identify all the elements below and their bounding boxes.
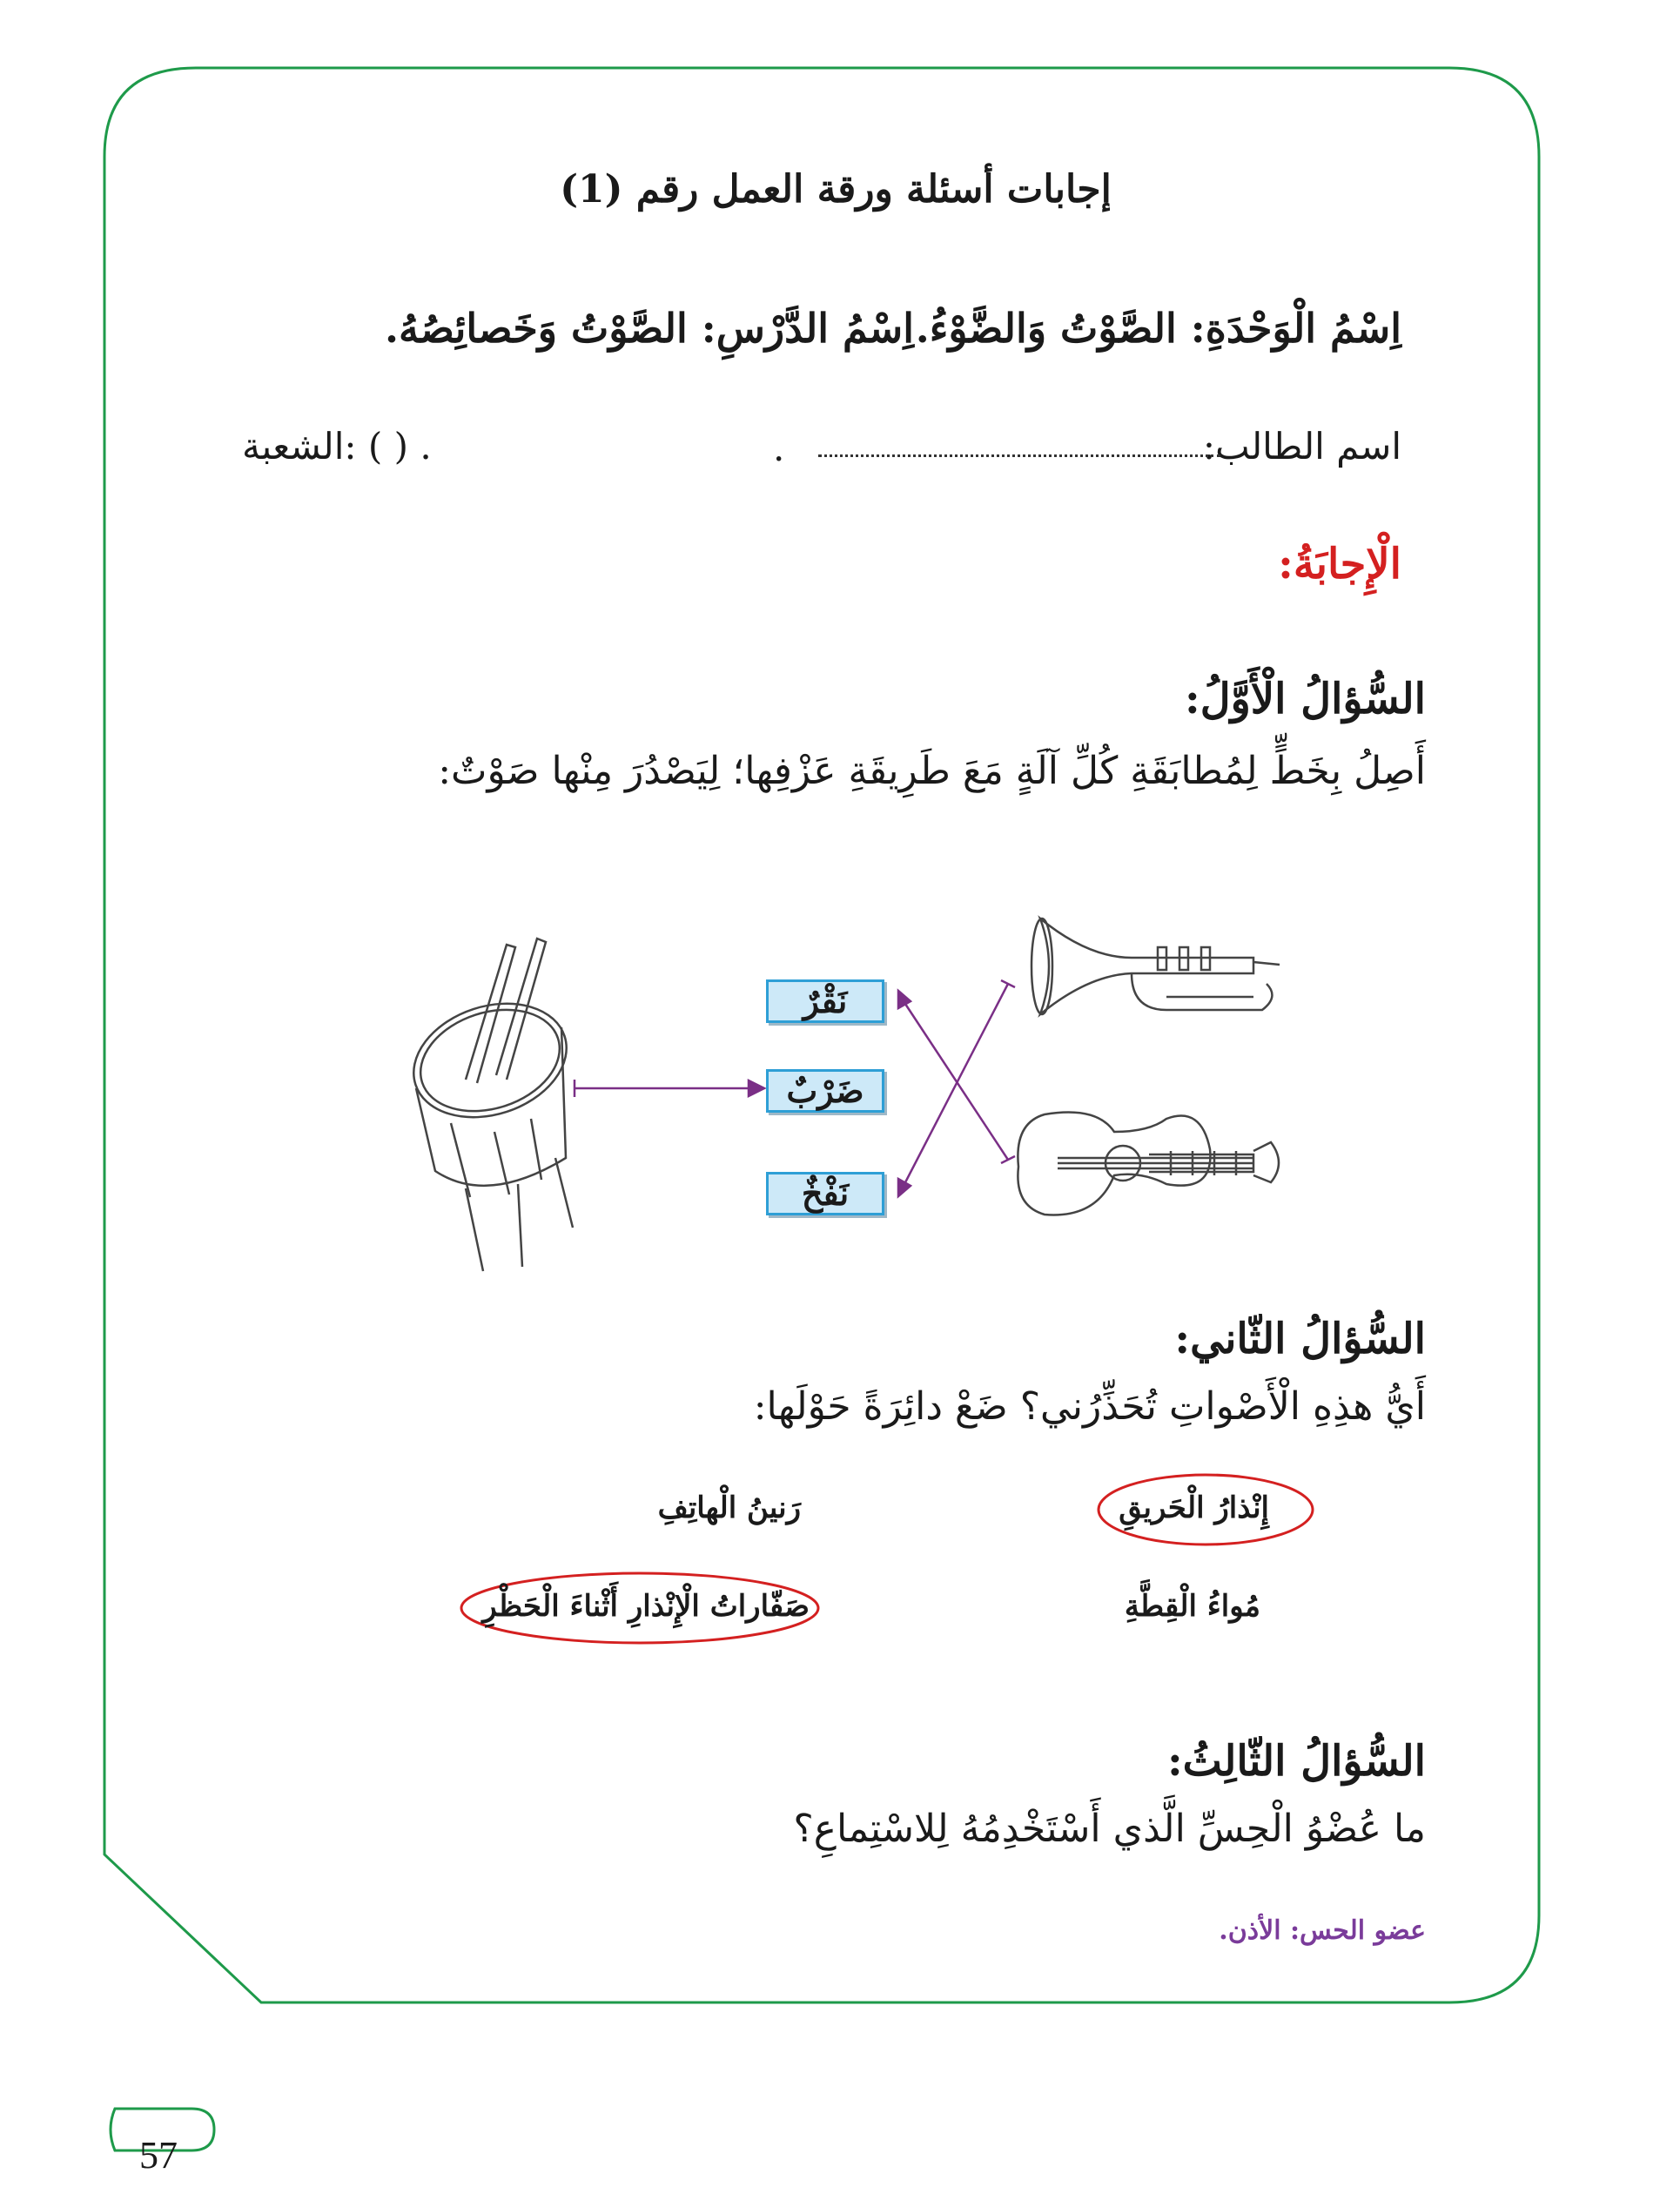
period-mark: . [773,427,785,469]
q3-answer: عضو الحس: الأذن. [1219,1915,1426,1946]
option-box-blow[interactable]: نَفْخٌ [766,1172,884,1215]
q2-heading: السُّؤالُ الثّاني: [1174,1315,1426,1363]
option-box-tap[interactable]: نَقْرٌ [766,979,884,1023]
choice-curfew-sirens[interactable]: صَفّاراتُ الْإِنْذارِ أَثْناءَ الْحَظْرِ [482,1589,810,1624]
q3-heading: السُّؤالُ الثّالِثُ: [1166,1737,1426,1786]
page-title: إجابات أسئلة ورقة العمل رقم (1) [560,167,1112,212]
q3-text: ما عُضْوُ الْحِسِّ الَّذي أَسْتَخْدِمُهُ لِلاسْتِماعِ؟ [793,1807,1426,1851]
choice-cat-meow[interactable]: مُواءُ الْقِطَّةِ [1124,1589,1260,1624]
choice-phone-ring[interactable]: رَنينُ الْهاتِفِ [657,1491,801,1525]
page-number: 57 [139,2134,178,2177]
q1-heading: السُّؤالُ الْأَوَّلُ: [1185,675,1426,723]
student-name-label: اسم الطالب: [1202,425,1401,468]
unit-name: اِسْمُ الْوَحْدَةِ: الصَّوْتُ وَالضَّوْءُ. [915,305,1401,352]
q2-text: أَيُّ هذِهِ الْأَصْواتِ تُحَذِّرُني؟ ضَعْ دائِرَةً حَوْلَها: [753,1384,1426,1429]
choice-fire-alarm[interactable]: إِنْذارُ الْحَريقِ [1119,1491,1269,1525]
lesson-name: اِسْمُ الدَّرْسِ: الصَّوْتُ وَخَصائِصُهُ. [385,305,914,352]
answer-heading: الْإِجابَةُ: [1278,540,1401,589]
section-label: الشعبة: ( ) . [242,425,432,468]
option-box-strike[interactable]: ضَرْبٌ [766,1069,884,1113]
q1-text: أَصِلُ بِخَطٍّ لِمُطابَقَةِ كُلِّ آلَةٍ مَعَ طَرِيقَةِ عَزْفِها؛ لِيَصْدُرَ مِنْها صَوْتٌ: [438,749,1426,793]
